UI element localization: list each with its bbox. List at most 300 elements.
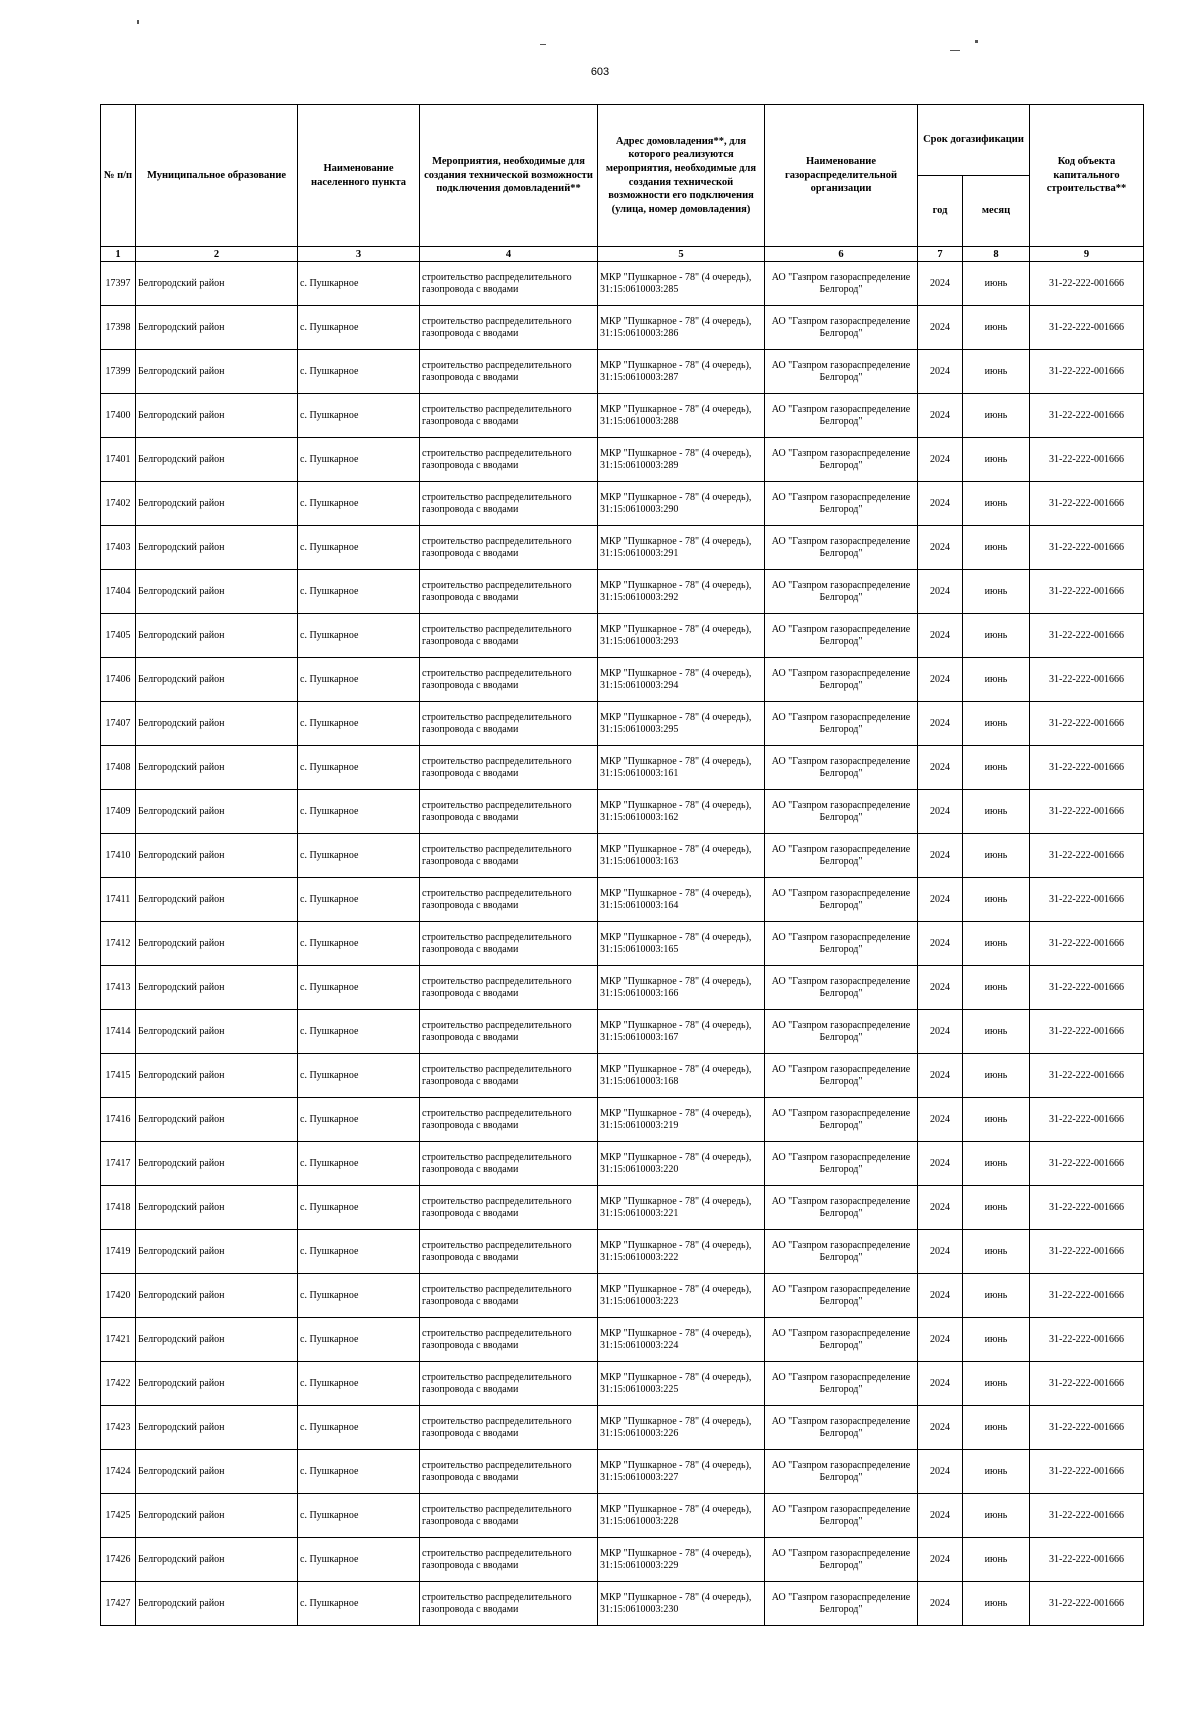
object-code-cell: 31-22-222-001666 [1030,394,1144,438]
year-cell: 2024 [918,570,963,614]
year-cell: 2024 [918,1582,963,1626]
table-row [101,878,1144,922]
month-cell: июнь [963,922,1030,966]
organization-cell: АО "Газпром газораспределение Белгород" [765,570,918,614]
activity-cell: строительство распределительного газопровода с вводами [420,526,598,570]
month-cell: июнь [963,1098,1030,1142]
municipality-cell: Белгородский район [136,1362,298,1406]
address-cell: МКР "Пушкарное - 78" (4 очередь), 31:15:0610003:226 [598,1406,765,1450]
table-row [101,306,1144,350]
row-number: 17402 [101,482,136,526]
row-number: 17422 [101,1362,136,1406]
settlement-cell: с. Пушкарное [298,438,420,482]
column-number-row [101,247,1144,262]
activity-cell: строительство распределительного газопровода с вводами [420,878,598,922]
table-row [101,1098,1144,1142]
row-number: 17406 [101,658,136,702]
municipality-cell: Белгородский район [136,1406,298,1450]
organization-cell: АО "Газпром газораспределение Белгород" [765,1274,918,1318]
table-row [101,1362,1144,1406]
table-row [101,834,1144,878]
object-code-cell: 31-22-222-001666 [1030,658,1144,702]
address-cell: МКР "Пушкарное - 78" (4 очередь), 31:15:0610003:166 [598,966,765,1010]
table-row [101,614,1144,658]
month-cell: июнь [963,1054,1030,1098]
table-row [101,1142,1144,1186]
column-number: 4 [420,247,598,262]
organization-cell: АО "Газпром газораспределение Белгород" [765,1406,918,1450]
municipality-cell: Белгородский район [136,1582,298,1626]
municipality-cell: Белгородский район [136,1098,298,1142]
month-cell: июнь [963,306,1030,350]
settlement-cell: с. Пушкарное [298,1186,420,1230]
month-cell: июнь [963,966,1030,1010]
settlement-cell: с. Пушкарное [298,1054,420,1098]
row-number: 17398 [101,306,136,350]
address-cell: МКР "Пушкарное - 78" (4 очередь), 31:15:0610003:222 [598,1230,765,1274]
organization-cell: АО "Газпром газораспределение Белгород" [765,350,918,394]
organization-cell: АО "Газпром газораспределение Белгород" [765,306,918,350]
header-address: Адрес домовладения**, для которого реализуются мероприятия, необходимые для создания технической возможности его подключения (улица, номер домовладения) [598,105,765,247]
year-cell: 2024 [918,1186,963,1230]
row-number: 17410 [101,834,136,878]
organization-cell: АО "Газпром газораспределение Белгород" [765,966,918,1010]
address-cell: МКР "Пушкарное - 78" (4 очередь), 31:15:0610003:293 [598,614,765,658]
municipality-cell: Белгородский район [136,394,298,438]
object-code-cell: 31-22-222-001666 [1030,1494,1144,1538]
row-number: 17426 [101,1538,136,1582]
municipality-cell: Белгородский район [136,1054,298,1098]
municipality-cell: Белгородский район [136,790,298,834]
activity-cell: строительство распределительного газопровода с вводами [420,834,598,878]
object-code-cell: 31-22-222-001666 [1030,482,1144,526]
object-code-cell: 31-22-222-001666 [1030,1538,1144,1582]
activity-cell: строительство распределительного газопровода с вводами [420,790,598,834]
table-row [101,350,1144,394]
object-code-cell: 31-22-222-001666 [1030,262,1144,306]
municipality-cell: Белгородский район [136,350,298,394]
activity-cell: строительство распределительного газопровода с вводами [420,1362,598,1406]
row-number: 17419 [101,1230,136,1274]
object-code-cell: 31-22-222-001666 [1030,702,1144,746]
row-number: 17424 [101,1450,136,1494]
address-cell: МКР "Пушкарное - 78" (4 очередь), 31:15:0610003:227 [598,1450,765,1494]
header-num: № п/п [101,105,136,247]
object-code-cell: 31-22-222-001666 [1030,570,1144,614]
activity-cell: строительство распределительного газопровода с вводами [420,570,598,614]
activity-cell: строительство распределительного газопровода с вводами [420,1142,598,1186]
table-row [101,438,1144,482]
row-number: 17397 [101,262,136,306]
address-cell: МКР "Пушкарное - 78" (4 очередь), 31:15:0610003:287 [598,350,765,394]
settlement-cell: с. Пушкарное [298,570,420,614]
scan-mark [540,44,546,45]
activity-cell: строительство распределительного газопровода с вводами [420,1054,598,1098]
municipality-cell: Белгородский район [136,834,298,878]
settlement-cell: с. Пушкарное [298,1362,420,1406]
settlement-cell: с. Пушкарное [298,262,420,306]
year-cell: 2024 [918,1362,963,1406]
address-cell: МКР "Пушкарное - 78" (4 очередь), 31:15:0610003:225 [598,1362,765,1406]
municipality-cell: Белгородский район [136,262,298,306]
header-term: Срок догазификации [918,105,1030,176]
settlement-cell: с. Пушкарное [298,306,420,350]
organization-cell: АО "Газпром газораспределение Белгород" [765,526,918,570]
settlement-cell: с. Пушкарное [298,1494,420,1538]
settlement-cell: с. Пушкарное [298,878,420,922]
settlement-cell: с. Пушкарное [298,1406,420,1450]
column-number: 5 [598,247,765,262]
address-cell: МКР "Пушкарное - 78" (4 очередь), 31:15:0610003:221 [598,1186,765,1230]
row-number: 17421 [101,1318,136,1362]
year-cell: 2024 [918,438,963,482]
address-cell: МКР "Пушкарное - 78" (4 очередь), 31:15:0610003:168 [598,1054,765,1098]
month-cell: июнь [963,1450,1030,1494]
page-number: 603 [590,66,610,78]
row-number: 17401 [101,438,136,482]
month-cell: июнь [963,570,1030,614]
activity-cell: строительство распределительного газопровода с вводами [420,658,598,702]
year-cell: 2024 [918,394,963,438]
settlement-cell: с. Пушкарное [298,1450,420,1494]
object-code-cell: 31-22-222-001666 [1030,1230,1144,1274]
address-cell: МКР "Пушкарное - 78" (4 очередь), 31:15:0610003:224 [598,1318,765,1362]
municipality-cell: Белгородский район [136,438,298,482]
month-cell: июнь [963,1230,1030,1274]
year-cell: 2024 [918,262,963,306]
settlement-cell: с. Пушкарное [298,482,420,526]
municipality-cell: Белгородский район [136,658,298,702]
activity-cell: строительство распределительного газопровода с вводами [420,438,598,482]
object-code-cell: 31-22-222-001666 [1030,1362,1144,1406]
settlement-cell: с. Пушкарное [298,1538,420,1582]
object-code-cell: 31-22-222-001666 [1030,1010,1144,1054]
organization-cell: АО "Газпром газораспределение Белгород" [765,438,918,482]
header-month: месяц [963,176,1030,247]
object-code-cell: 31-22-222-001666 [1030,1186,1144,1230]
object-code-cell: 31-22-222-001666 [1030,966,1144,1010]
year-cell: 2024 [918,922,963,966]
organization-cell: АО "Газпром газораспределение Белгород" [765,262,918,306]
year-cell: 2024 [918,702,963,746]
settlement-cell: с. Пушкарное [298,922,420,966]
column-number: 2 [136,247,298,262]
row-number: 17400 [101,394,136,438]
municipality-cell: Белгородский район [136,878,298,922]
address-cell: МКР "Пушкарное - 78" (4 очередь), 31:15:0610003:230 [598,1582,765,1626]
object-code-cell: 31-22-222-001666 [1030,1450,1144,1494]
organization-cell: АО "Газпром газораспределение Белгород" [765,1450,918,1494]
settlement-cell: с. Пушкарное [298,966,420,1010]
month-cell: июнь [963,1406,1030,1450]
settlement-cell: с. Пушкарное [298,702,420,746]
activity-cell: строительство распределительного газопровода с вводами [420,1406,598,1450]
column-number: 7 [918,247,963,262]
settlement-cell: с. Пушкарное [298,1318,420,1362]
header-year: год [918,176,963,247]
activity-cell: строительство распределительного газопровода с вводами [420,1538,598,1582]
month-cell: июнь [963,438,1030,482]
row-number: 17420 [101,1274,136,1318]
settlement-cell: с. Пушкарное [298,1142,420,1186]
organization-cell: АО "Газпром газораспределение Белгород" [765,394,918,438]
year-cell: 2024 [918,966,963,1010]
address-cell: МКР "Пушкарное - 78" (4 очередь), 31:15:0610003:228 [598,1494,765,1538]
organization-cell: АО "Газпром газораспределение Белгород" [765,746,918,790]
month-cell: июнь [963,482,1030,526]
organization-cell: АО "Газпром газораспределение Белгород" [765,1230,918,1274]
year-cell: 2024 [918,1538,963,1582]
municipality-cell: Белгородский район [136,1450,298,1494]
activity-cell: строительство распределительного газопровода с вводами [420,350,598,394]
address-cell: МКР "Пушкарное - 78" (4 очередь), 31:15:0610003:288 [598,394,765,438]
year-cell: 2024 [918,482,963,526]
activity-cell: строительство распределительного газопровода с вводами [420,1494,598,1538]
month-cell: июнь [963,1494,1030,1538]
year-cell: 2024 [918,1098,963,1142]
table-row [101,746,1144,790]
month-cell: июнь [963,350,1030,394]
year-cell: 2024 [918,834,963,878]
settlement-cell: с. Пушкарное [298,526,420,570]
row-number: 17423 [101,1406,136,1450]
object-code-cell: 31-22-222-001666 [1030,1142,1144,1186]
activity-cell: строительство распределительного газопровода с вводами [420,394,598,438]
object-code-cell: 31-22-222-001666 [1030,1582,1144,1626]
month-cell: июнь [963,614,1030,658]
address-cell: МКР "Пушкарное - 78" (4 очередь), 31:15:0610003:285 [598,262,765,306]
month-cell: июнь [963,1362,1030,1406]
organization-cell: АО "Газпром газораспределение Белгород" [765,878,918,922]
municipality-cell: Белгородский район [136,1230,298,1274]
object-code-cell: 31-22-222-001666 [1030,834,1144,878]
month-cell: июнь [963,1274,1030,1318]
activity-cell: строительство распределительного газопровода с вводами [420,1450,598,1494]
object-code-cell: 31-22-222-001666 [1030,1098,1144,1142]
month-cell: июнь [963,1538,1030,1582]
organization-cell: АО "Газпром газораспределение Белгород" [765,702,918,746]
organization-cell: АО "Газпром газораспределение Белгород" [765,922,918,966]
organization-cell: АО "Газпром газораспределение Белгород" [765,1318,918,1362]
year-cell: 2024 [918,1142,963,1186]
address-cell: МКР "Пушкарное - 78" (4 очередь), 31:15:0610003:162 [598,790,765,834]
month-cell: июнь [963,878,1030,922]
object-code-cell: 31-22-222-001666 [1030,1054,1144,1098]
address-cell: МКР "Пушкарное - 78" (4 очередь), 31:15:0610003:220 [598,1142,765,1186]
object-code-cell: 31-22-222-001666 [1030,1274,1144,1318]
organization-cell: АО "Газпром газораспределение Белгород" [765,614,918,658]
activity-cell: строительство распределительного газопровода с вводами [420,746,598,790]
month-cell: июнь [963,658,1030,702]
activity-cell: строительство распределительного газопровода с вводами [420,482,598,526]
organization-cell: АО "Газпром газораспределение Белгород" [765,1362,918,1406]
table-row [101,658,1144,702]
table-row [101,526,1144,570]
activity-cell: строительство распределительного газопровода с вводами [420,1230,598,1274]
dogasification-register-table [100,104,1144,1626]
row-number: 17408 [101,746,136,790]
scan-mark [950,50,960,51]
municipality-cell: Белгородский район [136,966,298,1010]
row-number: 17414 [101,1010,136,1054]
address-cell: МКР "Пушкарное - 78" (4 очередь), 31:15:0610003:292 [598,570,765,614]
address-cell: МКР "Пушкарное - 78" (4 очередь), 31:15:0610003:164 [598,878,765,922]
settlement-cell: с. Пушкарное [298,1274,420,1318]
settlement-cell: с. Пушкарное [298,1010,420,1054]
row-number: 17399 [101,350,136,394]
row-number: 17407 [101,702,136,746]
organization-cell: АО "Газпром газораспределение Белгород" [765,834,918,878]
column-number: 8 [963,247,1030,262]
table-row [101,394,1144,438]
address-cell: МКР "Пушкарное - 78" (4 очередь), 31:15:0610003:289 [598,438,765,482]
settlement-cell: с. Пушкарное [298,394,420,438]
table-row [101,262,1144,306]
month-cell: июнь [963,1318,1030,1362]
activity-cell: строительство распределительного газопровода с вводами [420,306,598,350]
table-row [101,922,1144,966]
municipality-cell: Белгородский район [136,482,298,526]
row-number: 17403 [101,526,136,570]
year-cell: 2024 [918,1010,963,1054]
month-cell: июнь [963,1142,1030,1186]
organization-cell: АО "Газпром газораспределение Белгород" [765,1054,918,1098]
object-code-cell: 31-22-222-001666 [1030,746,1144,790]
activity-cell: строительство распределительного газопровода с вводами [420,262,598,306]
organization-cell: АО "Газпром газораспределение Белгород" [765,1186,918,1230]
object-code-cell: 31-22-222-001666 [1030,614,1144,658]
row-number: 17418 [101,1186,136,1230]
month-cell: июнь [963,262,1030,306]
row-number: 17405 [101,614,136,658]
table-row [101,1406,1144,1450]
scan-mark [137,20,139,24]
municipality-cell: Белгородский район [136,1010,298,1054]
address-cell: МКР "Пушкарное - 78" (4 очередь), 31:15:0610003:291 [598,526,765,570]
table-row [101,1450,1144,1494]
municipality-cell: Белгородский район [136,614,298,658]
organization-cell: АО "Газпром газораспределение Белгород" [765,1494,918,1538]
organization-cell: АО "Газпром газораспределение Белгород" [765,482,918,526]
row-number: 17415 [101,1054,136,1098]
month-cell: июнь [963,1582,1030,1626]
settlement-cell: с. Пушкарное [298,658,420,702]
settlement-cell: с. Пушкарное [298,790,420,834]
address-cell: МКР "Пушкарное - 78" (4 очередь), 31:15:0610003:290 [598,482,765,526]
table-row [101,790,1144,834]
organization-cell: АО "Газпром газораспределение Белгород" [765,1098,918,1142]
activity-cell: строительство распределительного газопровода с вводами [420,1582,598,1626]
header-settlement: Наименование населенного пункта [298,105,420,247]
activity-cell: строительство распределительного газопровода с вводами [420,702,598,746]
settlement-cell: с. Пушкарное [298,746,420,790]
object-code-cell: 31-22-222-001666 [1030,790,1144,834]
table-row [101,966,1144,1010]
month-cell: июнь [963,790,1030,834]
municipality-cell: Белгородский район [136,1142,298,1186]
settlement-cell: с. Пушкарное [298,1582,420,1626]
object-code-cell: 31-22-222-001666 [1030,526,1144,570]
object-code-cell: 31-22-222-001666 [1030,878,1144,922]
address-cell: МКР "Пушкарное - 78" (4 очередь), 31:15:0610003:167 [598,1010,765,1054]
table-row [101,482,1144,526]
row-number: 17409 [101,790,136,834]
row-number: 17412 [101,922,136,966]
year-cell: 2024 [918,1406,963,1450]
address-cell: МКР "Пушкарное - 78" (4 очередь), 31:15:0610003:163 [598,834,765,878]
header-activities: Мероприятия, необходимые для создания технической возможности подключения домовладений** [420,105,598,247]
address-cell: МКР "Пушкарное - 78" (4 очередь), 31:15:0610003:219 [598,1098,765,1142]
scan-mark [975,40,978,43]
column-number: 1 [101,247,136,262]
table-row [101,1054,1144,1098]
municipality-cell: Белгородский район [136,526,298,570]
row-number: 17425 [101,1494,136,1538]
header-municipality: Муниципальное образование [136,105,298,247]
organization-cell: АО "Газпром газораспределение Белгород" [765,790,918,834]
month-cell: июнь [963,702,1030,746]
table-row [101,1318,1144,1362]
organization-cell: АО "Газпром газораспределение Белгород" [765,1582,918,1626]
address-cell: МКР "Пушкарное - 78" (4 очередь), 31:15:0610003:165 [598,922,765,966]
year-cell: 2024 [918,658,963,702]
municipality-cell: Белгородский район [136,306,298,350]
organization-cell: АО "Газпром газораспределение Белгород" [765,1010,918,1054]
table-row [101,1274,1144,1318]
activity-cell: строительство распределительного газопровода с вводами [420,922,598,966]
activity-cell: строительство распределительного газопровода с вводами [420,1098,598,1142]
address-cell: МКР "Пушкарное - 78" (4 очередь), 31:15:0610003:161 [598,746,765,790]
municipality-cell: Белгородский район [136,570,298,614]
row-number: 17427 [101,1582,136,1626]
month-cell: июнь [963,834,1030,878]
activity-cell: строительство распределительного газопровода с вводами [420,1010,598,1054]
activity-cell: строительство распределительного газопровода с вводами [420,966,598,1010]
year-cell: 2024 [918,878,963,922]
settlement-cell: с. Пушкарное [298,1098,420,1142]
year-cell: 2024 [918,350,963,394]
column-number: 9 [1030,247,1144,262]
municipality-cell: Белгородский район [136,746,298,790]
object-code-cell: 31-22-222-001666 [1030,922,1144,966]
month-cell: июнь [963,394,1030,438]
object-code-cell: 31-22-222-001666 [1030,1318,1144,1362]
year-cell: 2024 [918,614,963,658]
municipality-cell: Белгородский район [136,1318,298,1362]
table-row [101,1010,1144,1054]
year-cell: 2024 [918,1450,963,1494]
header-row [101,105,1144,176]
activity-cell: строительство распределительного газопровода с вводами [420,1274,598,1318]
settlement-cell: с. Пушкарное [298,614,420,658]
year-cell: 2024 [918,1274,963,1318]
settlement-cell: с. Пушкарное [298,350,420,394]
activity-cell: строительство распределительного газопровода с вводами [420,614,598,658]
table-row [101,1538,1144,1582]
address-cell: МКР "Пушкарное - 78" (4 очередь), 31:15:0610003:223 [598,1274,765,1318]
object-code-cell: 31-22-222-001666 [1030,306,1144,350]
address-cell: МКР "Пушкарное - 78" (4 очередь), 31:15:0610003:295 [598,702,765,746]
object-code-cell: 31-22-222-001666 [1030,438,1144,482]
organization-cell: АО "Газпром газораспределение Белгород" [765,658,918,702]
organization-cell: АО "Газпром газораспределение Белгород" [765,1538,918,1582]
year-cell: 2024 [918,1318,963,1362]
year-cell: 2024 [918,526,963,570]
month-cell: июнь [963,1010,1030,1054]
table-body [101,262,1144,1626]
row-number: 17411 [101,878,136,922]
year-cell: 2024 [918,306,963,350]
